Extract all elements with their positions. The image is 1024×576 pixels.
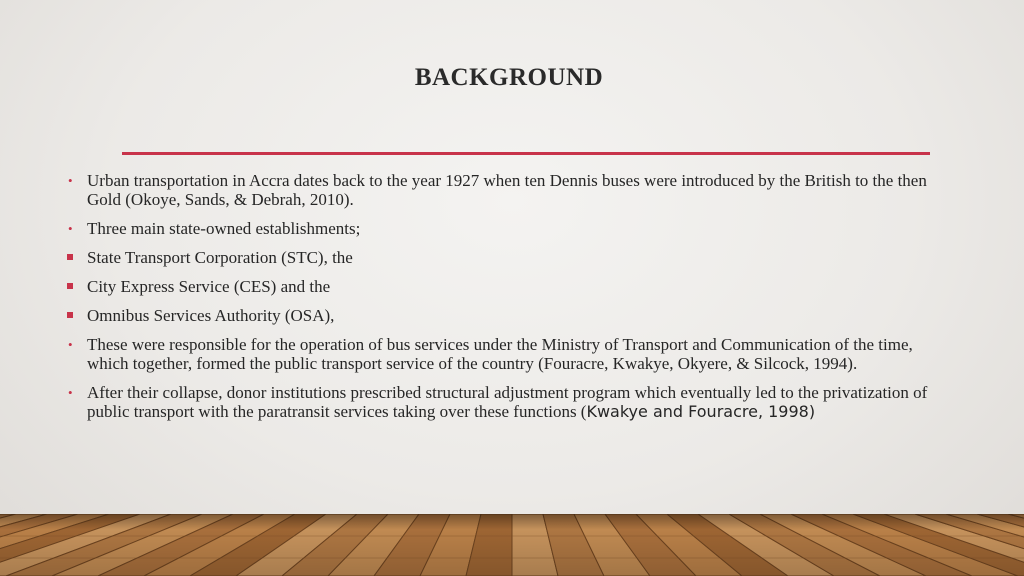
bullet-text: City Express Service (CES) and the	[87, 277, 331, 296]
wood-floor-image	[0, 514, 1024, 576]
bullet-text: Omnibus Services Authority (OSA),	[87, 306, 335, 325]
bullet-dot-icon: •	[68, 173, 73, 188]
bullet-text: Urban transportation in Accra dates back to the year 1927 when ten Dennis buses were introduced by the British to the then Gold (Okoye, Sands, & Debrah, 2010).	[87, 171, 927, 209]
bullet-text: Three main state-owned establishments;	[87, 219, 361, 238]
bullet-text: These were responsible for the operation of bus services under the Ministry of Transport and Communication of the time, which together, formed the public transport service of the country (Fouracre, Kwakye, Okyere, & Silcock, 1994).	[87, 335, 913, 373]
bullet-dot-icon: •	[68, 221, 73, 236]
bullet-item	[66, 306, 956, 325]
bullet-text: State Transport Corporation (STC), the	[87, 248, 353, 267]
bullet-item	[66, 335, 956, 373]
bullet-item	[66, 219, 956, 238]
bullet-item	[66, 171, 956, 209]
bullet-square-icon	[67, 312, 73, 318]
slide-title: BACKGROUND	[414, 64, 604, 91]
bullet-citation: Kwakye and Fouracre, 1998)	[586, 402, 816, 421]
bullet-dot-icon: •	[68, 337, 73, 352]
bullet-square-icon	[67, 283, 73, 289]
bullet-dot-icon: •	[68, 385, 73, 400]
bullet-text: After their collapse, donor institutions prescribed structural adjustment program which eventually led to the privatization of public transport with the paratransit services taking over these functions (	[87, 383, 928, 421]
title-divider	[122, 152, 930, 155]
bullet-item	[66, 248, 956, 267]
bullet-square-icon	[67, 254, 73, 260]
bullet-list	[66, 171, 956, 431]
bullet-item	[66, 383, 956, 421]
bullet-item	[66, 277, 956, 296]
